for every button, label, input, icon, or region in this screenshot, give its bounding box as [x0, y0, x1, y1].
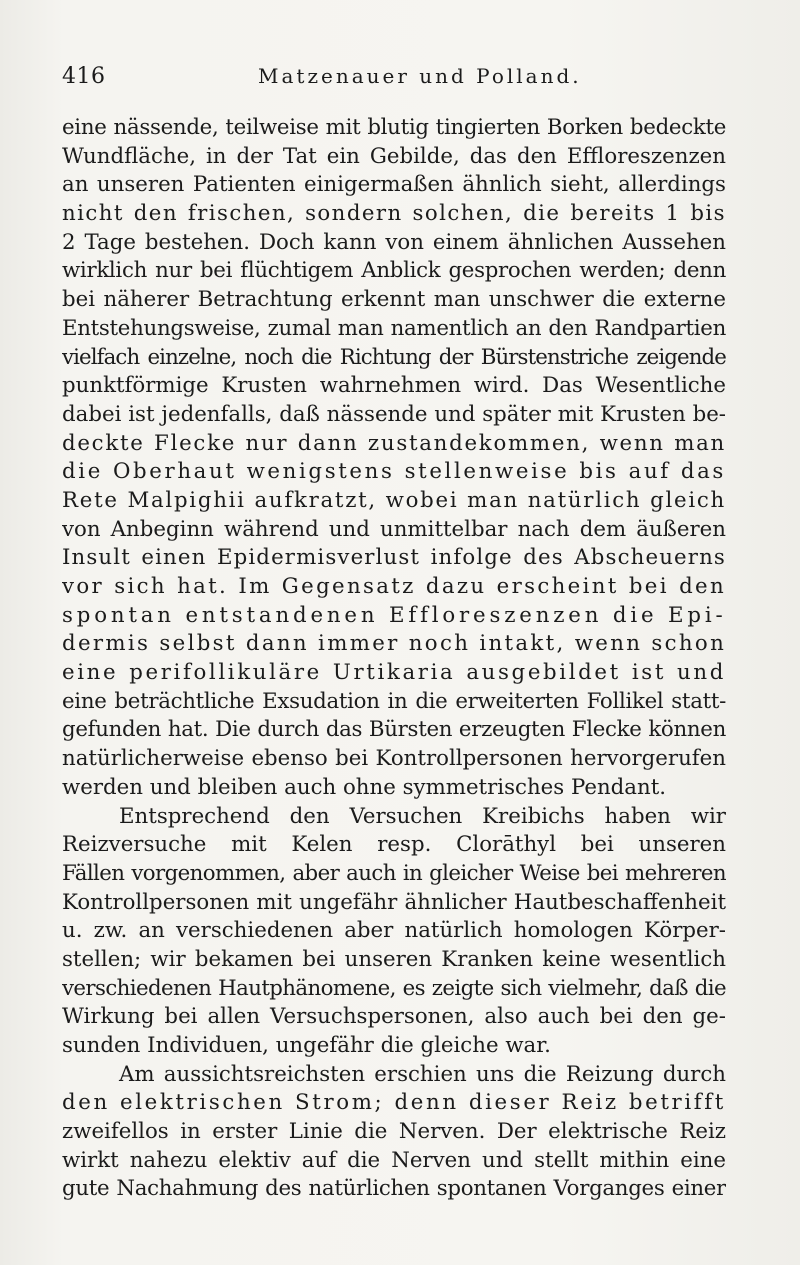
- body-text: [62, 114, 726, 1204]
- text-line: Kontrollpersonen mit ungefähr ähnlicher Hautbeschaffenheit: [62, 889, 726, 915]
- text-line: deckte Flecke nur dann zustandekommen, wenn man: [62, 430, 726, 456]
- text-line: eine perifollikuläre Urtikaria ausgebildet ist und: [62, 660, 726, 686]
- text-line: an unseren Patienten einigermaßen ähnlich sieht, allerdings: [62, 172, 726, 198]
- text-line: Am aussichtsreichsten erschien uns die Reizung durch: [119, 1061, 726, 1087]
- text-line: vor sich hat. Im Gegensatz dazu erscheint bei den: [62, 574, 726, 599]
- text-line: den elektrischen Strom; denn dieser Reiz betrifft: [62, 1090, 726, 1116]
- text-line: Reizversuche mit Kelen resp. Clorāthyl bei unseren: [62, 832, 726, 858]
- page-header: [62, 64, 740, 94]
- text-line: die Oberhaut wenigstens stellenweise bis auf das: [62, 459, 726, 485]
- text-line: zweifellos in erster Linie die Nerven. Der elektrische Reiz: [62, 1119, 726, 1145]
- text-line: wirklich nur bei flüchtigem Anblick gesprochen werden; denn: [62, 258, 726, 284]
- page-number: 416: [62, 64, 106, 89]
- text-line: u. zw. an verschiedenen aber natürlich homologen Körper-: [62, 918, 726, 944]
- text-line: von Anbeginn während und unmittelbar nach dem äußeren: [62, 516, 726, 542]
- text-line: sunden Individuen, ungefähr die gleiche war.: [62, 1033, 551, 1058]
- text-line: Entsprechend den Versuchen Kreibichs haben wir: [119, 803, 726, 829]
- text-line: gute Nachahmung des natürlichen spontanen Vorganges einer: [62, 1176, 726, 1202]
- text-line: wirkt nahezu elektiv auf die Nerven und stellt mithin eine: [62, 1147, 726, 1173]
- text-line: werden und bleiben auch ohne symmetrisches Pendant.: [62, 774, 667, 800]
- text-line: punktförmige Krusten wahrnehmen wird. Das Wesentliche: [62, 373, 726, 399]
- text-line: Entstehungsweise, zumal man namentlich an den Randpartien: [62, 315, 726, 341]
- text-line: vielfach einzelne, noch die Richtung der Bürstenstriche zeigende: [62, 344, 726, 370]
- text-line: natürlicherweise ebenso bei Kontrollpersonen hervorgerufen: [62, 746, 726, 772]
- running-head: Matzenauer und Polland.: [258, 64, 582, 88]
- text-line: spontan entstandenen Effloreszenzen die Epi-: [62, 602, 726, 628]
- text-line: Rete Malpighii aufkratzt, wobei man natürlich gleich: [62, 487, 726, 513]
- text-line: 2 Tage bestehen. Doch kann von einem ähnlichen Aussehen: [62, 229, 726, 255]
- text-line: eine nässende, teilweise mit blutig tingierten Borken bedeckte: [62, 115, 726, 140]
- text-line: nicht den frischen, sondern solchen, die bereits 1 bis: [62, 201, 726, 227]
- text-line: Fällen vorgenommen, aber auch in gleicher Weise bei mehreren: [62, 860, 726, 886]
- text-line: dabei ist jedenfalls, daß nässende und später mit Krusten be-: [62, 401, 726, 427]
- text-line: stellen; wir bekamen bei unseren Kranken keine wesentlich: [62, 946, 726, 972]
- text-line: Insult einen Epidermisverlust infolge des Abscheuerns: [62, 545, 726, 571]
- text-line: eine beträchtliche Exsudation in die erweiterten Follikel statt-: [62, 688, 726, 714]
- text-line: dermis selbst dann immer noch intakt, wenn schon: [62, 631, 726, 657]
- text-line: verschiedenen Hautphänomene, es zeigte sich vielmehr, daß die: [62, 975, 726, 1001]
- text-line: bei näherer Betrachtung erkennt man unschwer die externe: [62, 287, 726, 313]
- text-line: Wundfläche, in der Tat ein Gebilde, das den Effloreszenzen: [62, 143, 726, 169]
- text-line: gefunden hat. Die durch das Bürsten erzeugten Flecke können: [62, 717, 726, 743]
- text-line: Wirkung bei allen Versuchspersonen, also auch bei den ge-: [62, 1004, 726, 1030]
